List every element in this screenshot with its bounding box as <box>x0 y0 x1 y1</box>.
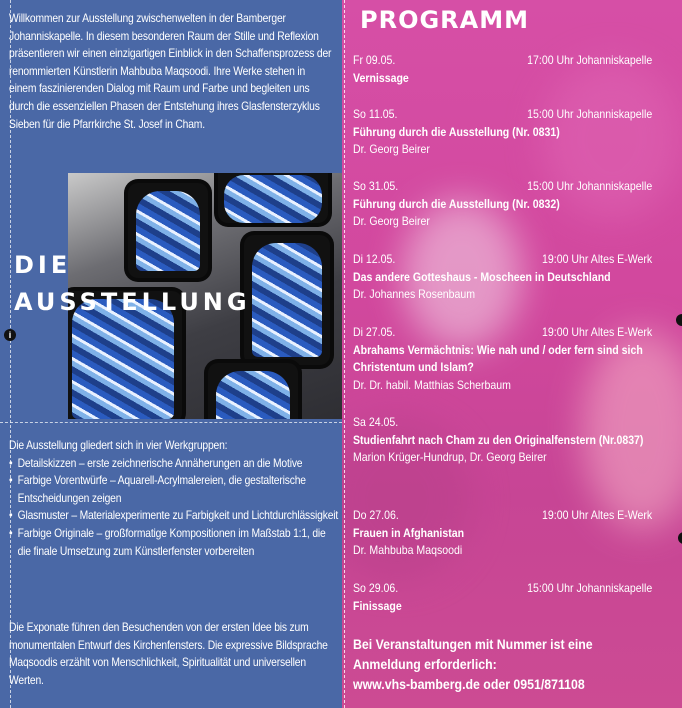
intro-text: Willkommen zur Ausstellung zwischenwelten in der Bamberger Johanniskapelle. In diesem besonderen Raum der Stille und Reflexion präsentieren wir einen einzigartigen Einblick in den Schaffensprozess der renommierten Künstlerin Mahbuba Maqsoodi. Ihre Werke stehen in einem faszinierenden Dialog mit Raum und Farbe und begleiten uns durch die essenziellen Phasen der Entstehung ihres Glasfensterzyklus Sieben für die Pfarrkirche St. Josef in Cham. <box>9 11 332 131</box>
fold-guide-center <box>344 0 345 708</box>
work-groups <box>9 437 340 560</box>
event-speaker: Dr. Georg Beirer <box>353 214 430 229</box>
event-item <box>353 324 653 394</box>
edge-marker-icon <box>676 314 682 326</box>
list-item: • Farbige Vorentwürfe – Aquarell-Acrylmalereien, die gestalterische Entscheidungen zeigen <box>9 472 340 507</box>
groups-intro: Die Ausstellung gliedert sich in vier Werkgruppen: <box>9 438 228 452</box>
fold-guide-horizontal <box>0 422 342 423</box>
event-title: Führung durch die Ausstellung (Nr. 0832) <box>353 196 560 211</box>
event-title: Das andere Gotteshaus - Moscheen in Deutschland <box>353 269 611 284</box>
event-date: So 29.06. <box>353 581 399 595</box>
event-title: Vernissage <box>353 70 409 85</box>
event-time-place: 17:00 Uhr Johanniskapelle <box>527 53 653 67</box>
program-panel <box>342 0 682 708</box>
event-date: Fr 09.05. <box>353 53 396 67</box>
groups-list <box>9 455 340 561</box>
event-item <box>353 507 653 560</box>
event-item <box>353 580 653 615</box>
event-item <box>353 178 653 231</box>
note-line: Bei Veranstaltungen mit Nummer ist eine <box>353 636 593 652</box>
list-item: • Farbige Originale – großformatige Kompositionen im Maßstab 1:1, die die finale Umsetzung zum Künstlerfenster vorbereiten <box>9 525 340 560</box>
event-time-place: 19:00 Uhr Altes E-Werk <box>542 508 653 522</box>
event-time-place: 15:00 Uhr Johanniskapelle <box>527 179 653 193</box>
event-time-place: 19:00 Uhr Altes E-Werk <box>542 325 653 339</box>
event-time-place: 15:00 Uhr Johanniskapelle <box>527 107 653 121</box>
event-title: Abrahams Vermächtnis: Wie nah und / oder fern sind sich Christentum und Islam? <box>353 342 643 375</box>
event-time-place: 19:00 Uhr Altes E-Werk <box>542 252 653 266</box>
exhibition-title-line2: AUSSTELLUNG <box>14 288 251 316</box>
program-title: PROGRAMM <box>360 6 529 34</box>
exhibition-title-line1: DIE <box>14 251 72 279</box>
event-item <box>353 52 653 87</box>
event-date: Di 27.05. <box>353 325 396 339</box>
event-item <box>353 414 644 467</box>
event-item <box>353 251 653 304</box>
event-title: Führung durch die Ausstellung (Nr. 0831) <box>353 124 560 139</box>
event-date: Sa 24.05. <box>353 415 399 429</box>
outro-text: Die Exponate führen den Besuchenden von der ersten Idee bis zum monumentalen Entwurf des Kirchenfensters. Die expressive Bildsprache Maqsoodis erzählt von Menschlichkeit, Spiritualität und universellen Werten. <box>9 620 328 687</box>
event-date: Di 12.05. <box>353 252 396 266</box>
event-speaker: Dr. Mahbuba Maqsoodi <box>353 543 463 558</box>
event-speaker: Marion Krüger-Hundrup, Dr. Georg Beirer <box>353 450 547 465</box>
event-date: So 11.05. <box>353 107 398 121</box>
event-date: So 31.05. <box>353 179 399 193</box>
event-title: Finissage <box>353 598 402 613</box>
event-title: Studienfahrt nach Cham zu den Originalfenstern (Nr.0837) <box>353 432 644 447</box>
event-date: Do 27.06. <box>353 508 399 522</box>
event-time-place: 15:00 Uhr Johanniskapelle <box>527 581 653 595</box>
event-title: Frauen in Afghanistan <box>353 525 465 540</box>
note-line: Anmeldung erforderlich: <box>353 656 497 672</box>
event-speaker: Dr. Georg Beirer <box>353 142 430 157</box>
list-item: • Glasmuster – Materialexperimente zu Farbigkeit und Lichtdurchlässigkeit <box>9 507 340 525</box>
registration-note <box>353 634 652 694</box>
event-time-place <box>652 414 661 432</box>
event-speaker: Dr. Dr. habil. Matthias Scherbaum <box>353 377 511 392</box>
registration-link[interactable]: www.vhs-bamberg.de oder 0951/871108 <box>353 676 585 692</box>
list-item: • Detailskizzen – erste zeichnerische Annäherungen an die Motive <box>9 455 340 473</box>
event-item <box>353 106 653 159</box>
event-speaker: Dr. Johannes Rosenbaum <box>353 287 476 302</box>
info-icon[interactable]: i <box>4 329 16 341</box>
